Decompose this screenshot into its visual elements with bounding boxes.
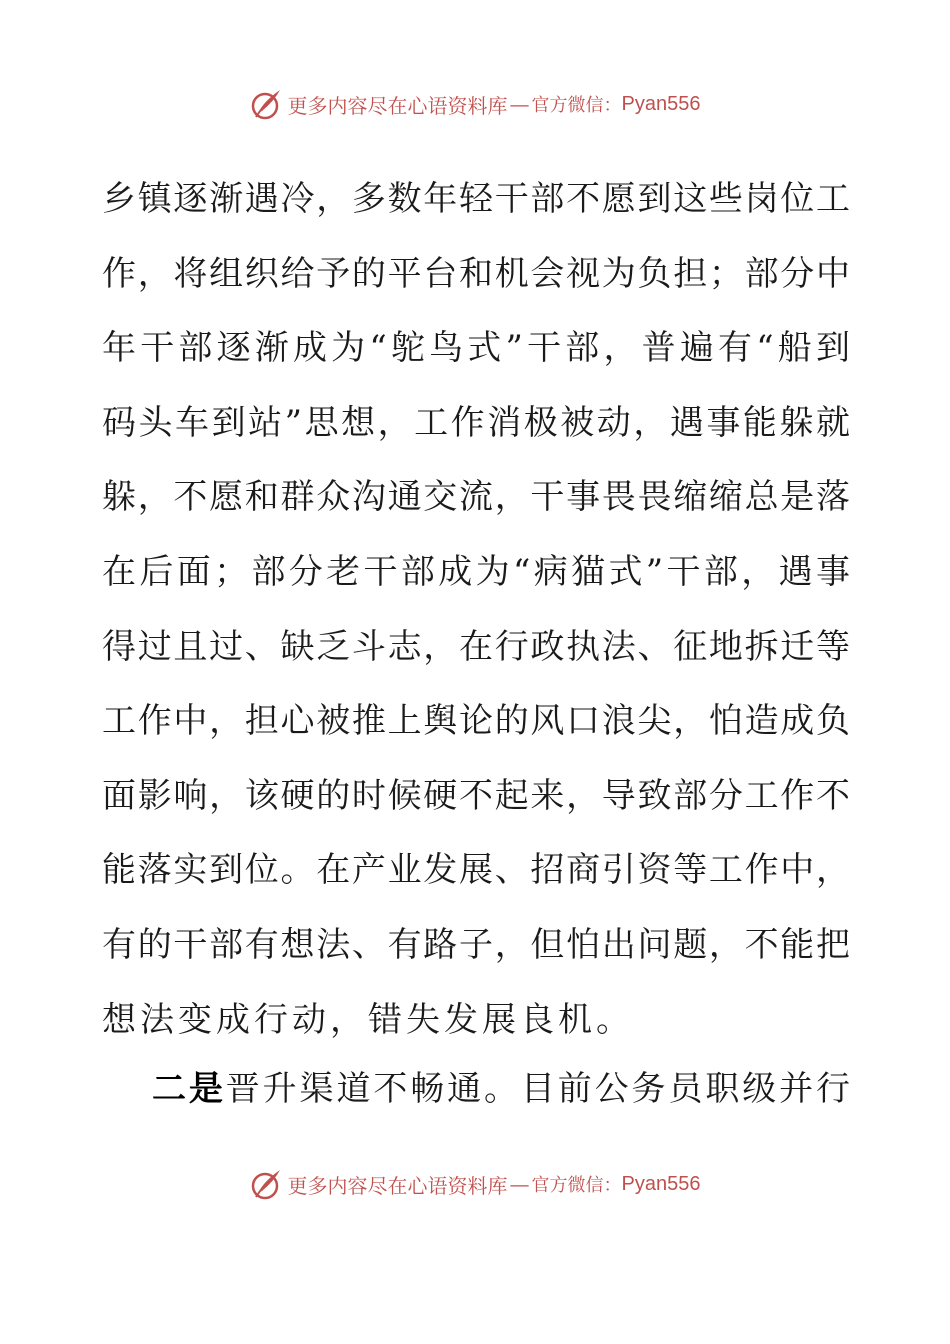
quill-pen-logo-icon — [250, 87, 284, 121]
banner-main-text: 更多内容尽在心语资料库 — [287, 93, 508, 118]
bold-lead-text: 二是 — [152, 1069, 226, 1109]
header-watermark-banner — [0, 84, 950, 124]
footer-watermark-banner — [0, 1164, 950, 1204]
text-line: 能落实到位。在产业发展、招商引资等工作中， — [102, 850, 850, 891]
text-line: 想法变成行动，错失发展良机。 — [102, 999, 634, 1040]
banner-wechat-label: 官方微信： — [531, 95, 622, 116]
text-line: 躲，不愿和群众沟通交流，干事畏畏缩缩总是落 — [102, 477, 850, 518]
text-line: 得过且过、缺乏斗志，在行政执法、征地拆迁等 — [102, 626, 850, 667]
text-line: 有的干部有想法、有路子，但怕出问题，不能把 — [102, 924, 850, 965]
text-line: 面影响，该硬的时候硬不起来，导致部分工作不 — [102, 775, 850, 816]
quill-pen-logo-icon — [250, 1167, 284, 1201]
text-line: 工作中，担心被推上舆论的风口浪尖，怕造成负 — [102, 701, 850, 742]
text-line: 在后面；部分老干部成为“病猫式”干部，遇事 — [102, 551, 850, 592]
body-paragraph-2 — [152, 1052, 850, 1127]
banner-wechat-id: Pyan556 — [621, 1172, 701, 1195]
banner-separator: — — [509, 1172, 530, 1196]
text-line: 作，将组织给予的平台和机会视为负担；部分中 — [102, 253, 850, 294]
body-paragraph-1 — [102, 162, 850, 1057]
text-line — [152, 1052, 850, 1127]
banner-separator: — — [509, 92, 530, 116]
text-line: 乡镇逐渐遇冷，多数年轻干部不愿到这些岗位工 — [102, 179, 850, 219]
banner-wechat-id: Pyan556 — [621, 92, 701, 115]
text-line: 年干部逐渐成为“鸵鸟式”干部，普遍有“船到 — [102, 328, 850, 369]
banner-main-text: 更多内容尽在心语资料库 — [287, 1173, 508, 1198]
banner-wechat-label: 官方微信： — [531, 1175, 622, 1196]
paragraph-text: 晋升渠道不畅通。目前公务员职级并行 — [225, 1069, 851, 1109]
text-line: 码头车到站”思想，工作消极被动，遇事能躲就 — [102, 402, 850, 443]
